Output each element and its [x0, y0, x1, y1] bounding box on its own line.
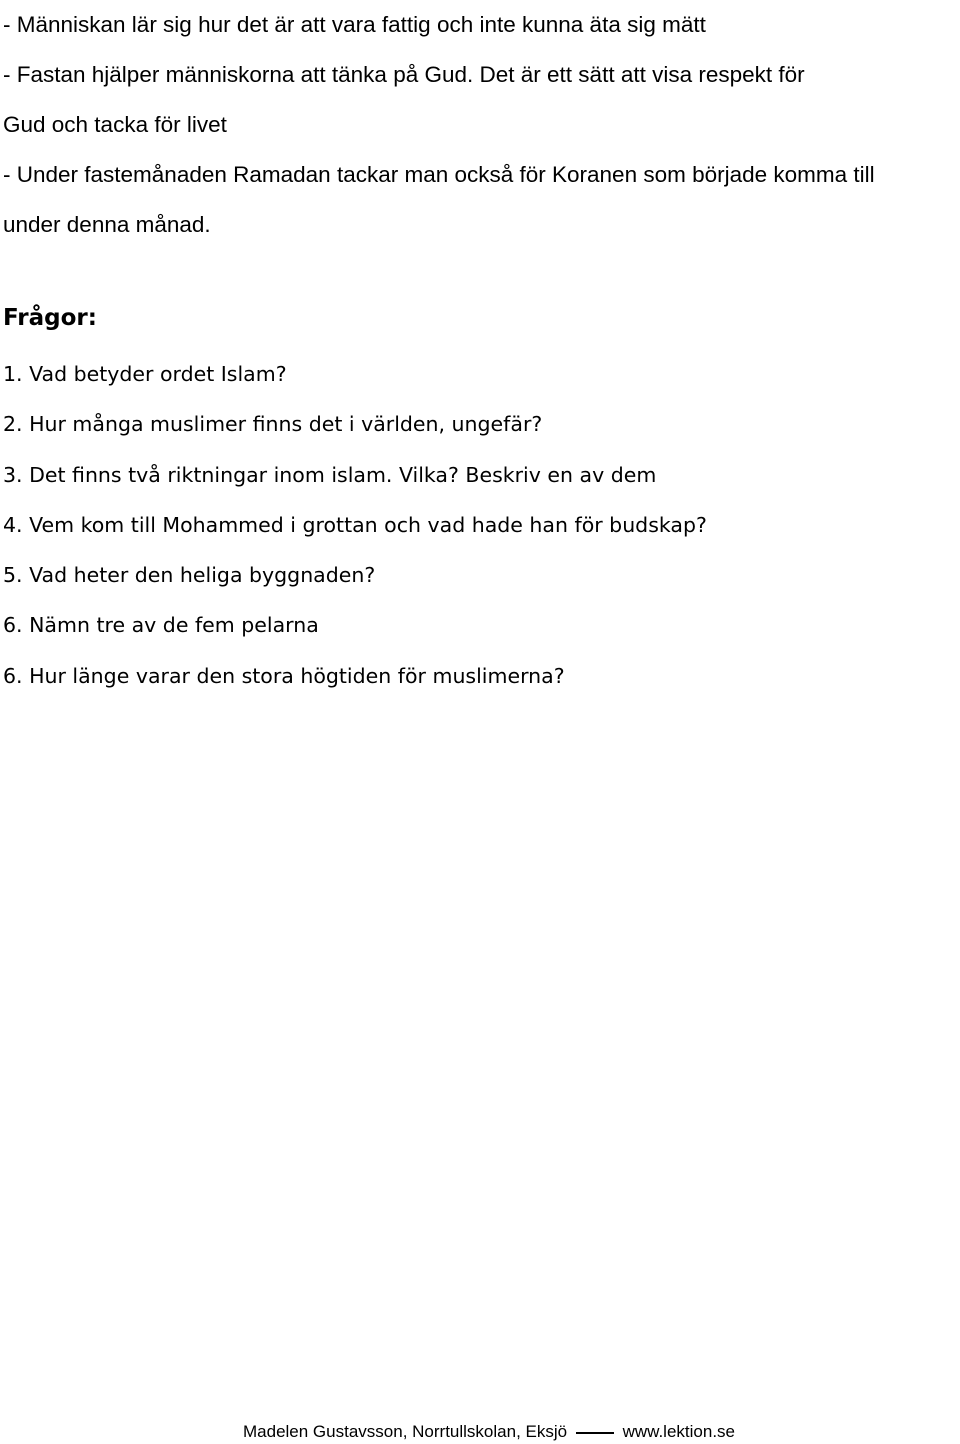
footer-website-link[interactable]: www.lektion.se [622, 1422, 735, 1441]
question-item: 6. Nämn tre av de fem pelarna [3, 613, 319, 638]
intro-line: - Människan lär sig hur det är att vara fattig och inte kunna äta sig mätt [3, 12, 706, 37]
footer-dash [576, 1432, 614, 1434]
page-footer [243, 1421, 735, 1443]
footer-author: Madelen Gustavsson, Norrtullskolan, Eksjö [243, 1422, 568, 1441]
question-item: 1. Vad betyder ordet Islam? [3, 362, 287, 386]
intro-line: Gud och tacka för livet [3, 112, 227, 137]
question-item: 2. Hur många muslimer finns det i världen, ungefär? [3, 412, 543, 437]
intro-text [3, 0, 958, 250]
question-item: 3. Det finns två riktningar inom islam. Vilka? Beskriv en av dem [3, 462, 657, 487]
question-item: 5. Vad heter den heliga byggnaden? [3, 563, 376, 588]
question-item: 4. Vem kom till Mohammed i grottan och vad hade han för budskap? [3, 512, 707, 537]
questions-heading: Frågor: [3, 305, 97, 331]
intro-line: under denna månad. [3, 212, 211, 237]
question-item: 6. Hur länge varar den stora högtiden för muslimerna? [3, 663, 565, 688]
intro-line: - Fastan hjälper människorna att tänka på Gud. Det är ett sätt att visa respekt för [3, 62, 805, 87]
intro-line: - Under fastemånaden Ramadan tackar man också för Koranen som började komma till [3, 162, 875, 187]
questions-list [3, 349, 707, 701]
